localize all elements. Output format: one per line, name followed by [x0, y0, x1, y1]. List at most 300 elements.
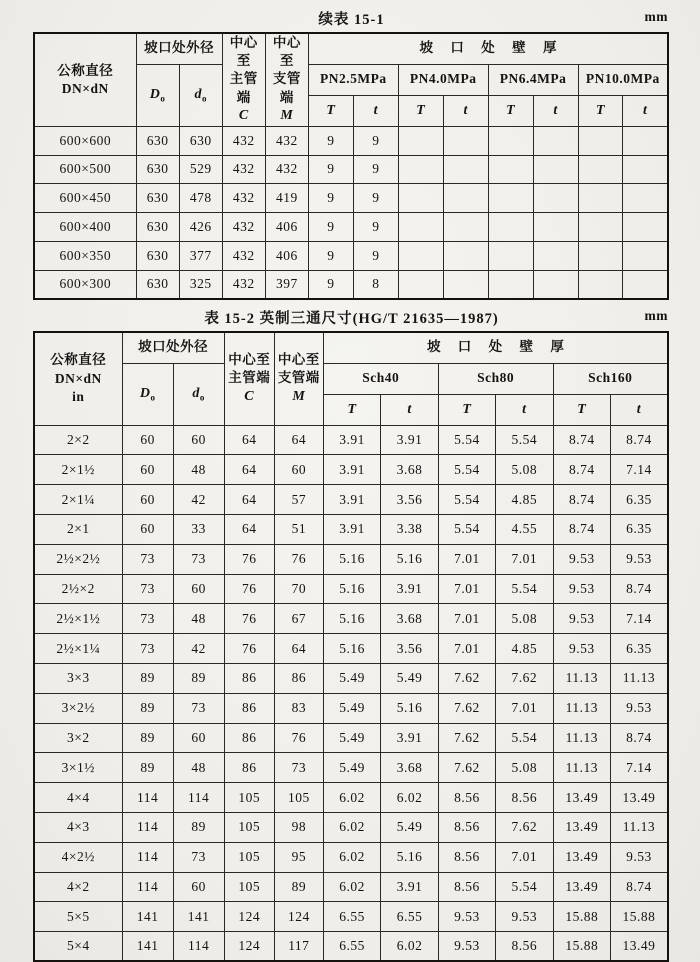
data-cell: [488, 270, 533, 299]
data-cell: [398, 126, 443, 155]
data-cell: 7.62: [496, 663, 553, 693]
data-cell: 11.13: [553, 723, 610, 753]
data-cell: 86: [274, 663, 323, 693]
table-row: [34, 455, 668, 485]
data-cell: 5.16: [323, 604, 380, 634]
data-cell: [443, 155, 488, 184]
data-cell: 5.16: [381, 842, 438, 872]
data-cell: 11.13: [610, 812, 668, 842]
data-cell: 60: [122, 455, 173, 485]
table-row: [34, 932, 668, 962]
row-label-dn-size: 2×1½: [34, 455, 122, 485]
table1-caption: 续表 15-1: [318, 12, 385, 28]
data-cell: 13.49: [553, 812, 610, 842]
data-cell: [623, 213, 668, 242]
col-header-groove-wall-thickness: 坡 口 处 壁 厚: [308, 33, 668, 64]
data-cell: 105: [224, 783, 274, 813]
table-row: [34, 634, 668, 664]
col-header-T: T: [398, 95, 443, 126]
data-cell: 114: [122, 783, 173, 813]
data-cell: 60: [122, 514, 173, 544]
data-cell: 57: [274, 485, 323, 515]
data-cell: 8.74: [553, 485, 610, 515]
data-cell: 3.68: [381, 753, 438, 783]
col-header-pn10-0: PN10.0MPa: [578, 64, 668, 95]
data-cell: 4.85: [496, 634, 553, 664]
table-row: [34, 812, 668, 842]
data-cell: 3.91: [381, 723, 438, 753]
data-cell: 7.01: [438, 604, 495, 634]
data-cell: 48: [173, 455, 224, 485]
col-header-groove-wall-thickness: 坡 口 处 壁 厚: [323, 332, 668, 363]
data-cell: 89: [122, 753, 173, 783]
row-label-dn-size: 2½×1¼: [34, 634, 122, 664]
data-cell: 630: [136, 241, 179, 270]
data-cell: 124: [274, 902, 323, 932]
data-cell: 630: [136, 213, 179, 242]
data-cell: 141: [122, 932, 173, 962]
data-cell: 60: [274, 455, 323, 485]
data-cell: 60: [173, 723, 224, 753]
row-label-dn-size: 2½×2½: [34, 544, 122, 574]
data-cell: 42: [173, 634, 224, 664]
data-cell: 4.55: [496, 514, 553, 544]
data-cell: 3.91: [381, 425, 438, 455]
row-label-dn-size: 2½×2: [34, 574, 122, 604]
data-cell: 5.16: [323, 634, 380, 664]
data-cell: 5.49: [381, 663, 438, 693]
data-cell: 73: [173, 842, 224, 872]
row-label-dn-size: 600×400: [34, 213, 136, 242]
data-cell: 11.13: [553, 753, 610, 783]
data-cell: [623, 126, 668, 155]
table-row: [34, 693, 668, 723]
data-cell: [578, 155, 623, 184]
col-header-T: T: [438, 394, 495, 425]
data-cell: [623, 270, 668, 299]
col-header-center-to-run-end: 中心至 主管端 C: [224, 332, 274, 425]
table-row: [34, 842, 668, 872]
row-label-dn-size: 600×600: [34, 126, 136, 155]
data-cell: 114: [122, 872, 173, 902]
data-cell: 5.16: [381, 693, 438, 723]
data-cell: 86: [224, 663, 274, 693]
row-label-dn-size: 3×1½: [34, 753, 122, 783]
col-header-T: T: [578, 95, 623, 126]
data-cell: 89: [122, 693, 173, 723]
data-cell: 8.74: [553, 455, 610, 485]
data-cell: 432: [265, 126, 308, 155]
table2-unit-label: mm: [644, 308, 668, 324]
col-header-groove-outer-diameter: 坡口处外径: [136, 33, 222, 64]
metric-tee-dimensions-table: [33, 32, 669, 300]
data-cell: 6.02: [381, 783, 438, 813]
data-cell: 64: [224, 485, 274, 515]
data-cell: 3.68: [381, 455, 438, 485]
data-cell: 8.74: [610, 872, 668, 902]
data-cell: 9: [308, 184, 353, 213]
data-cell: 105: [274, 783, 323, 813]
data-cell: 5.54: [496, 574, 553, 604]
data-cell: [398, 241, 443, 270]
table1-unit-label: mm: [644, 9, 668, 24]
data-cell: 8.74: [553, 425, 610, 455]
data-cell: 6.02: [381, 932, 438, 962]
col-header-center-to-run-end: 中心至 主管端 C: [222, 33, 265, 126]
data-cell: 9: [308, 155, 353, 184]
data-cell: 76: [224, 574, 274, 604]
data-cell: 6.55: [381, 902, 438, 932]
data-cell: 5.49: [323, 663, 380, 693]
table-row: [34, 604, 668, 634]
col-header-t: t: [496, 394, 553, 425]
data-cell: [488, 155, 533, 184]
data-cell: [623, 184, 668, 213]
data-cell: 8.56: [438, 872, 495, 902]
data-cell: [443, 270, 488, 299]
data-cell: 60: [173, 872, 224, 902]
data-cell: 95: [274, 842, 323, 872]
data-cell: 89: [122, 723, 173, 753]
data-cell: [443, 213, 488, 242]
data-cell: 8.56: [496, 932, 553, 962]
data-cell: 432: [265, 155, 308, 184]
data-cell: 432: [222, 184, 265, 213]
data-cell: 426: [179, 213, 222, 242]
data-cell: 124: [224, 932, 274, 962]
data-cell: 7.62: [438, 723, 495, 753]
col-header-groove-outer-diameter: 坡口处外径: [122, 332, 224, 363]
data-cell: 64: [274, 634, 323, 664]
data-cell: 13.49: [553, 842, 610, 872]
col-header-pn6-4: PN6.4MPa: [488, 64, 578, 95]
row-label-dn-size: 2×1¼: [34, 485, 122, 515]
col-header-t: t: [623, 95, 668, 126]
data-cell: 7.14: [610, 455, 668, 485]
data-cell: 64: [274, 425, 323, 455]
data-cell: [443, 184, 488, 213]
col-header-pn2-5: PN2.5MPa: [308, 64, 398, 95]
col-header-t: t: [353, 95, 398, 126]
data-cell: 8.56: [438, 783, 495, 813]
data-cell: [398, 184, 443, 213]
data-cell: 5.08: [496, 604, 553, 634]
data-cell: 3.38: [381, 514, 438, 544]
data-cell: 9: [353, 126, 398, 155]
data-cell: 7.01: [496, 544, 553, 574]
data-cell: 13.49: [610, 932, 668, 962]
data-cell: 9.53: [553, 604, 610, 634]
data-cell: 529: [179, 155, 222, 184]
table-row: [34, 485, 668, 515]
row-label-dn-size: 5×4: [34, 932, 122, 962]
data-cell: 5.49: [323, 723, 380, 753]
data-cell: 8.74: [610, 574, 668, 604]
data-cell: 7.14: [610, 604, 668, 634]
data-cell: [578, 270, 623, 299]
data-cell: [533, 241, 578, 270]
data-cell: 6.02: [323, 872, 380, 902]
data-cell: 6.02: [323, 783, 380, 813]
data-cell: 8: [353, 270, 398, 299]
table2-caption: 表 15-2 英制三通尺寸(HG/T 21635—1987): [204, 311, 499, 328]
data-cell: 89: [274, 872, 323, 902]
row-label-dn-size: 600×500: [34, 155, 136, 184]
data-cell: 9: [353, 155, 398, 184]
col-header-Do: $D_o$: [136, 64, 179, 126]
data-cell: 9.53: [610, 842, 668, 872]
data-cell: [443, 241, 488, 270]
data-cell: 3.68: [381, 604, 438, 634]
table-row: [34, 126, 668, 155]
data-cell: 73: [122, 544, 173, 574]
col-header-sch40: Sch40: [323, 363, 438, 394]
table-row: [34, 155, 668, 184]
data-cell: 8.74: [610, 425, 668, 455]
data-cell: 124: [224, 902, 274, 932]
data-cell: 48: [173, 604, 224, 634]
data-cell: 7.01: [438, 544, 495, 574]
data-cell: 8.56: [496, 783, 553, 813]
data-cell: [398, 270, 443, 299]
data-cell: [623, 155, 668, 184]
data-cell: 11.13: [553, 663, 610, 693]
table1-caption-row: [33, 8, 670, 28]
table-row: [34, 241, 668, 270]
data-cell: 3.91: [381, 872, 438, 902]
table-row: [34, 753, 668, 783]
data-cell: 83: [274, 693, 323, 723]
data-cell: 3.56: [381, 485, 438, 515]
row-label-dn-size: 3×3: [34, 663, 122, 693]
data-cell: 9.53: [610, 693, 668, 723]
col-header-T: T: [308, 95, 353, 126]
data-cell: 3.91: [323, 514, 380, 544]
data-cell: 51: [274, 514, 323, 544]
data-cell: 478: [179, 184, 222, 213]
data-cell: 432: [222, 155, 265, 184]
data-cell: 377: [179, 241, 222, 270]
table-row: [34, 663, 668, 693]
data-cell: 76: [274, 544, 323, 574]
data-cell: 9: [353, 184, 398, 213]
data-cell: 13.49: [610, 783, 668, 813]
data-cell: 9.53: [438, 932, 495, 962]
data-cell: 5.08: [496, 753, 553, 783]
data-cell: 73: [173, 544, 224, 574]
col-header-do: $d_o$: [173, 363, 224, 425]
col-header-t: t: [533, 95, 578, 126]
data-cell: [578, 184, 623, 213]
data-cell: 5.08: [496, 455, 553, 485]
data-cell: 13.49: [553, 783, 610, 813]
row-label-dn-size: 4×4: [34, 783, 122, 813]
data-cell: 89: [173, 812, 224, 842]
data-cell: 9.53: [438, 902, 495, 932]
data-cell: 432: [222, 126, 265, 155]
table-row: [34, 723, 668, 753]
table2-caption-row: [33, 307, 670, 327]
table-row: [34, 184, 668, 213]
data-cell: [623, 241, 668, 270]
data-cell: 86: [224, 723, 274, 753]
data-cell: 3.91: [323, 485, 380, 515]
data-cell: 8.56: [438, 842, 495, 872]
data-cell: 5.49: [323, 753, 380, 783]
data-cell: 9: [308, 241, 353, 270]
data-cell: 48: [173, 753, 224, 783]
row-label-dn-size: 3×2: [34, 723, 122, 753]
data-cell: [578, 126, 623, 155]
data-cell: 5.49: [323, 693, 380, 723]
data-cell: [488, 241, 533, 270]
data-cell: [578, 241, 623, 270]
data-cell: 5.16: [323, 544, 380, 574]
data-cell: 406: [265, 241, 308, 270]
data-cell: [533, 155, 578, 184]
data-cell: 73: [122, 604, 173, 634]
data-cell: 630: [179, 126, 222, 155]
data-cell: 5.54: [438, 455, 495, 485]
data-cell: 60: [122, 425, 173, 455]
table-row: [34, 213, 668, 242]
imperial-tee-dimensions-table: [33, 331, 669, 962]
data-cell: 64: [224, 455, 274, 485]
data-cell: 60: [173, 574, 224, 604]
data-cell: [488, 184, 533, 213]
data-cell: 3.91: [323, 455, 380, 485]
table-row: [34, 270, 668, 299]
data-cell: 8.56: [438, 812, 495, 842]
row-label-dn-size: 4×2½: [34, 842, 122, 872]
data-cell: 9.53: [553, 574, 610, 604]
data-cell: [488, 213, 533, 242]
col-header-T: T: [488, 95, 533, 126]
data-cell: 419: [265, 184, 308, 213]
table-row: [34, 425, 668, 455]
data-cell: 7.62: [496, 812, 553, 842]
data-cell: 114: [173, 932, 224, 962]
data-cell: 98: [274, 812, 323, 842]
col-header-Do: $D_o$: [122, 363, 173, 425]
data-cell: 6.02: [323, 812, 380, 842]
data-cell: 73: [274, 753, 323, 783]
data-cell: 6.35: [610, 634, 668, 664]
data-cell: 630: [136, 126, 179, 155]
data-cell: 5.54: [496, 872, 553, 902]
data-cell: 114: [122, 812, 173, 842]
data-cell: 9.53: [553, 544, 610, 574]
col-header-pn4-0: PN4.0MPa: [398, 64, 488, 95]
col-header-T: T: [323, 394, 380, 425]
row-label-dn-size: 5×5: [34, 902, 122, 932]
col-header-do: $d_o$: [179, 64, 222, 126]
data-cell: 9: [353, 213, 398, 242]
data-cell: 6.35: [610, 485, 668, 515]
data-cell: 141: [173, 902, 224, 932]
data-cell: 86: [224, 693, 274, 723]
data-cell: 9: [308, 270, 353, 299]
data-cell: 13.49: [553, 872, 610, 902]
data-cell: 60: [173, 425, 224, 455]
col-header-t: t: [610, 394, 668, 425]
data-cell: 33: [173, 514, 224, 544]
data-cell: 76: [224, 634, 274, 664]
data-cell: 141: [122, 902, 173, 932]
data-cell: [533, 184, 578, 213]
data-cell: [398, 155, 443, 184]
data-cell: 7.14: [610, 753, 668, 783]
data-cell: 3.56: [381, 634, 438, 664]
col-header-nominal-diameter: 公称直径 DN×dN: [34, 33, 136, 126]
data-cell: 7.01: [438, 574, 495, 604]
data-cell: 86: [224, 753, 274, 783]
data-cell: 73: [173, 693, 224, 723]
data-cell: 432: [222, 241, 265, 270]
data-cell: 7.01: [496, 842, 553, 872]
data-cell: 8.74: [553, 514, 610, 544]
data-cell: 15.88: [553, 932, 610, 962]
data-cell: 9: [308, 213, 353, 242]
row-label-dn-size: 4×2: [34, 872, 122, 902]
data-cell: 89: [173, 663, 224, 693]
data-cell: 5.54: [496, 723, 553, 753]
table-row: [34, 514, 668, 544]
data-cell: 70: [274, 574, 323, 604]
data-cell: [488, 126, 533, 155]
data-cell: [398, 213, 443, 242]
data-cell: 5.16: [381, 544, 438, 574]
row-label-dn-size: 600×350: [34, 241, 136, 270]
data-cell: 5.54: [438, 485, 495, 515]
row-label-dn-size: 2×2: [34, 425, 122, 455]
table-row: [34, 872, 668, 902]
data-cell: 3.91: [381, 574, 438, 604]
row-label-dn-size: 2½×1½: [34, 604, 122, 634]
data-cell: 9: [308, 126, 353, 155]
data-cell: 5.16: [323, 574, 380, 604]
data-cell: 76: [274, 723, 323, 753]
data-cell: 60: [122, 485, 173, 515]
data-cell: 64: [224, 425, 274, 455]
data-cell: 325: [179, 270, 222, 299]
data-cell: 9.53: [553, 634, 610, 664]
data-cell: 6.02: [323, 842, 380, 872]
data-cell: [533, 126, 578, 155]
col-header-sch80: Sch80: [438, 363, 553, 394]
data-cell: 89: [122, 663, 173, 693]
data-cell: 7.62: [438, 663, 495, 693]
table-row: [34, 783, 668, 813]
table-row: [34, 574, 668, 604]
data-cell: 7.62: [438, 753, 495, 783]
table-row: [34, 544, 668, 574]
data-cell: 114: [173, 783, 224, 813]
data-cell: 5.54: [438, 425, 495, 455]
data-cell: [578, 213, 623, 242]
data-cell: 432: [222, 213, 265, 242]
data-cell: 9.53: [496, 902, 553, 932]
row-label-dn-size: 4×3: [34, 812, 122, 842]
data-cell: 117: [274, 932, 323, 962]
data-cell: 432: [222, 270, 265, 299]
col-header-t: t: [443, 95, 488, 126]
row-label-dn-size: 600×300: [34, 270, 136, 299]
data-cell: 7.62: [438, 693, 495, 723]
row-label-dn-size: 3×2½: [34, 693, 122, 723]
data-cell: 8.74: [610, 723, 668, 753]
data-cell: 15.88: [610, 902, 668, 932]
